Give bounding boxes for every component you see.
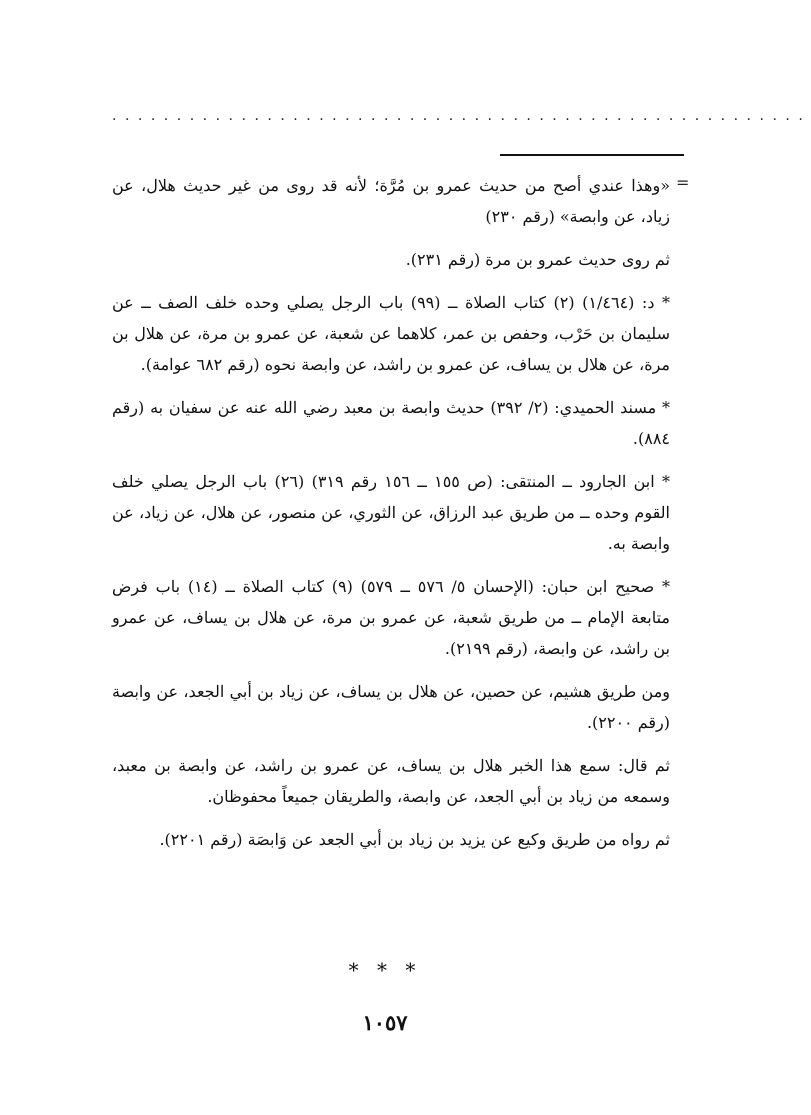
paragraph-5: * ابن الجارود ــ المنتقى: (ص ١٥٥ ــ ١٥٦ رقم ٣١٩) (٢٦) باب الرجل يصلي خلف القوم وحده ــ من طريق عبد الرزاق، عن الثوري، عن منصور، عن هلال، عن زياد، عن وابصة به. (112, 472, 671, 553)
section-separator: * * * (348, 958, 422, 982)
page-number: ١٠٥٧ (362, 1010, 408, 1035)
paragraph-4: * مسند الحميدي: (٢/ ٣٩٢) حديث وابصة بن معبد رضي الله عنه عن سفيان به (رقم ٨٨٤). (112, 398, 671, 448)
paragraph-6: * صحيح ابن حبان: (الإحسان ٥/ ٥٧٦ ــ ٥٧٩) (٩) كتاب الصلاة ــ (١٤) باب فرض متابعة الإمام ــ من طريق شعبة، عن عمرو بن مرة، عن هلال بن يساف، عن عمرو بن راشد، عن وابصة، (رقم ٢١٩٩). (112, 577, 671, 658)
continuation-mark: = (676, 173, 690, 192)
paragraph-8: ثم قال: سمع هذا الخبر هلال بن يساف، عن عمرو بن راشد، عن وابصة بن معبد، وسمعه من زياد بن أبي الجعد، عن وابصة، والطريقان جميعاً محفوظان. (112, 756, 670, 806)
paragraph-7: ومن طريق هشيم، عن حصين، عن هلال بن يساف، عن زياد بن أبي الجعد، عن وابصة (رقم ٢٢٠٠). (112, 682, 671, 732)
footnote-rule (500, 154, 684, 156)
paragraph-3: * د: (١/٤٦٤) (٢) كتاب الصلاة ــ (٩٩) باب الرجل يصلي وحده خلف الصف ــ عن سليمان بن حَرْب، وحفص بن عمر، كلاهما عن شعبة، عن عمرو بن مرة، عن هلال بن مرة، عن هلال بن يساف، عن عمرو بن راشد، عن وابصة نحوه (رقم ٦٨٢ عوامة). (112, 293, 670, 374)
dotted-separator: ...................................................... (112, 108, 811, 124)
paragraph-9: ثم رواه من طريق وكيع عن يزيد بن زياد بن أبي الجعد عن وَابصَة (رقم ٢٢٠١). (159, 830, 670, 849)
footnote-body (112, 170, 670, 867)
paragraph-2: ثم روى حديث عمرو بن مرة (رقم ٢٣١). (405, 250, 670, 269)
paragraph-1: «وهذا عندي أصح من حديث عمرو بن مُرَّة؛ لأنه قد روى من غير حديث هلال، عن زياد، عن وابصة» (رقم ٢٣٠) (112, 176, 670, 226)
